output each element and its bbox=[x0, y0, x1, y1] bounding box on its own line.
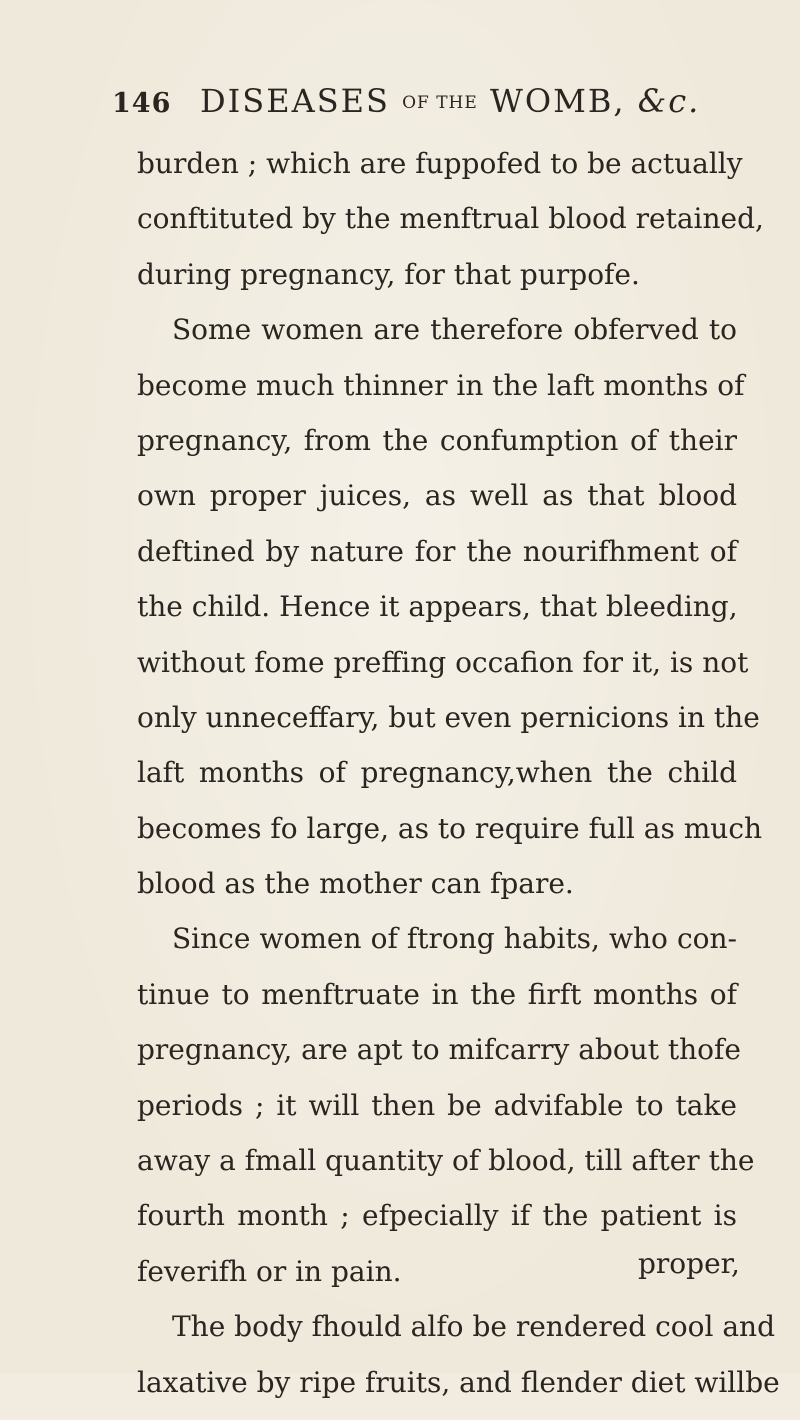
text-line: conftituted by the menftrual blood retained, bbox=[137, 202, 764, 236]
text-line: blood as the mother can fpare. bbox=[137, 867, 574, 901]
page-number: 146 bbox=[112, 88, 172, 119]
text-line: Since women of ftrong habits, who con- bbox=[172, 922, 737, 956]
text-line: without fome preffing occafion for it, is not bbox=[137, 645, 749, 679]
running-title bbox=[200, 82, 700, 120]
text-line: laxative by ripe fruits, and flender diet willbe bbox=[137, 1365, 780, 1399]
text-line: fourth month ; efpecially if the patient is bbox=[137, 1199, 737, 1233]
text-line: feverifh or in pain. bbox=[137, 1254, 402, 1288]
text-line: own proper juices, as well as that blood bbox=[137, 479, 737, 513]
title-diseases: DISEASES bbox=[200, 82, 390, 120]
text-line: pregnancy, are apt to mifcarry about thofe bbox=[137, 1033, 741, 1067]
title-etc: &c. bbox=[637, 82, 701, 120]
text-line: only unneceffary, but even pernicions in the bbox=[137, 700, 760, 734]
text-line: laft months of pregnancy,when the child bbox=[137, 756, 737, 790]
title-of-the: OF THE bbox=[402, 93, 478, 113]
text-line: deftined by nature for the nourifhment of bbox=[137, 534, 737, 568]
text-line: away a fmall quantity of blood, till after the bbox=[137, 1144, 755, 1178]
text-line: become much thinner in the laft months of bbox=[137, 368, 745, 402]
body-text bbox=[137, 146, 780, 1420]
text-line: tinue to menftruate in the firft months of bbox=[137, 977, 737, 1011]
text-line: becomes fo large, as to require full as much bbox=[137, 811, 763, 845]
running-header bbox=[112, 80, 752, 130]
title-womb: WOMB, bbox=[489, 82, 626, 120]
text-line: periods ; it will then be advifable to take bbox=[137, 1088, 737, 1122]
text-line: pregnancy, from the confumption of their bbox=[137, 423, 737, 457]
catchword: proper, bbox=[638, 1247, 740, 1280]
text-line: The body fhould alfo be rendered cool and bbox=[172, 1310, 775, 1344]
text-line: burden ; which are fuppofed to be actually bbox=[137, 147, 743, 180]
text-line: Some women are therefore obferved to bbox=[172, 313, 737, 347]
text-line: the child. Hence it appears, that bleeding, bbox=[137, 590, 738, 624]
text-line: during pregnancy, for that purpofe. bbox=[137, 257, 640, 291]
